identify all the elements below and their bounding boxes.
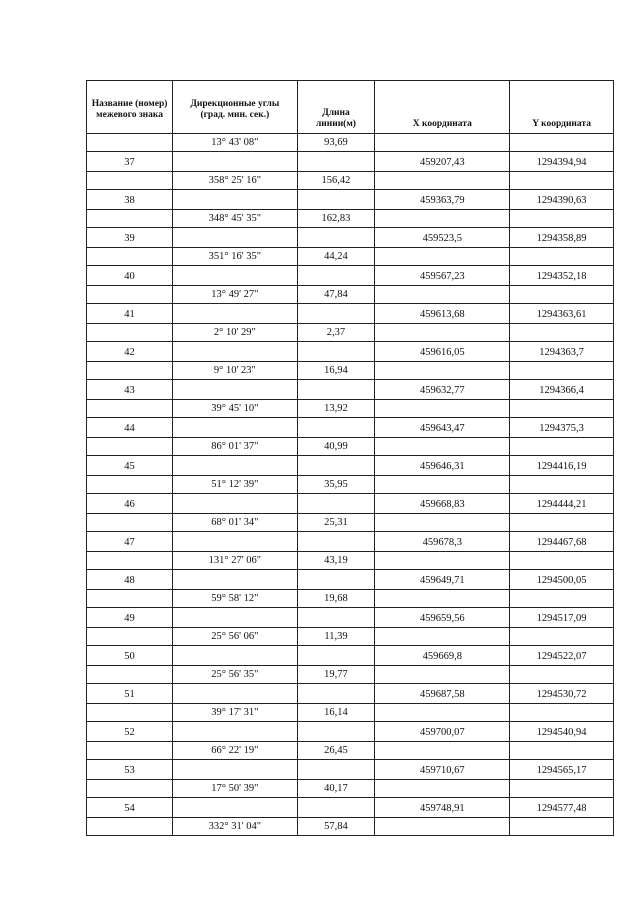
boundary-sign-row <box>87 418 614 438</box>
sign-name-cell: 40 <box>87 266 173 286</box>
empty-cell <box>87 476 173 494</box>
table-body <box>87 134 614 836</box>
segment-row <box>87 210 614 228</box>
empty-cell <box>375 818 510 836</box>
boundary-sign-row <box>87 608 614 628</box>
empty-cell <box>510 780 614 798</box>
line-length-cell: 25,31 <box>297 514 375 532</box>
line-length-cell: 16,14 <box>297 704 375 722</box>
empty-cell <box>375 628 510 646</box>
direction-angle-cell: 39° 45' 10" <box>173 400 297 418</box>
empty-cell <box>297 722 375 742</box>
direction-angle-cell: 131° 27' 06" <box>173 552 297 570</box>
x-coordinate-cell: 459649,71 <box>375 570 510 590</box>
sign-name-cell: 43 <box>87 380 173 400</box>
empty-cell <box>297 684 375 704</box>
empty-cell <box>87 666 173 684</box>
sign-name-cell: 37 <box>87 152 173 172</box>
empty-cell <box>87 704 173 722</box>
segment-row <box>87 514 614 532</box>
segment-row <box>87 400 614 418</box>
direction-angle-cell: 358° 25' 16" <box>173 172 297 190</box>
empty-cell <box>87 552 173 570</box>
empty-cell <box>375 248 510 266</box>
header-direction-angles: Дирекционные углы (град. мин. сек.) <box>173 81 297 134</box>
y-coordinate-cell: 1294467,68 <box>510 532 614 552</box>
direction-angle-cell: 25° 56' 06" <box>173 628 297 646</box>
y-coordinate-cell: 1294565,17 <box>510 760 614 780</box>
direction-angle-cell: 9° 10' 23" <box>173 362 297 380</box>
empty-cell <box>510 818 614 836</box>
empty-cell <box>375 438 510 456</box>
boundary-sign-row <box>87 190 614 210</box>
empty-cell <box>173 684 297 704</box>
empty-cell <box>510 172 614 190</box>
direction-angle-cell: 59° 58' 12" <box>173 590 297 608</box>
empty-cell <box>297 418 375 438</box>
empty-cell <box>510 628 614 646</box>
empty-cell <box>173 608 297 628</box>
boundary-sign-row <box>87 760 614 780</box>
empty-cell <box>173 228 297 248</box>
segment-row <box>87 818 614 836</box>
empty-cell <box>375 210 510 228</box>
y-coordinate-cell: 1294500,05 <box>510 570 614 590</box>
empty-cell <box>510 552 614 570</box>
x-coordinate-cell: 459567,23 <box>375 266 510 286</box>
empty-cell <box>87 628 173 646</box>
x-coordinate-cell: 459646,31 <box>375 456 510 476</box>
empty-cell <box>173 646 297 666</box>
empty-cell <box>87 742 173 760</box>
empty-cell <box>510 666 614 684</box>
table-header <box>87 81 614 134</box>
direction-angle-cell: 66° 22' 19" <box>173 742 297 760</box>
empty-cell <box>87 590 173 608</box>
line-length-cell: 156,42 <box>297 172 375 190</box>
line-length-cell: 26,45 <box>297 742 375 760</box>
x-coordinate-cell: 459616,05 <box>375 342 510 362</box>
empty-cell <box>173 722 297 742</box>
boundary-sign-row <box>87 684 614 704</box>
empty-cell <box>173 532 297 552</box>
empty-cell <box>297 532 375 552</box>
empty-cell <box>510 476 614 494</box>
empty-cell <box>87 400 173 418</box>
empty-cell <box>375 704 510 722</box>
empty-cell <box>510 286 614 304</box>
line-length-cell: 2,37 <box>297 324 375 342</box>
line-length-cell: 19,77 <box>297 666 375 684</box>
empty-cell <box>375 514 510 532</box>
line-length-cell: 47,84 <box>297 286 375 304</box>
boundary-sign-row <box>87 266 614 286</box>
sign-name-cell: 53 <box>87 760 173 780</box>
line-length-cell: 44,24 <box>297 248 375 266</box>
y-coordinate-cell: 1294358,89 <box>510 228 614 248</box>
empty-cell <box>173 494 297 514</box>
sign-name-cell: 41 <box>87 304 173 324</box>
sign-name-cell: 45 <box>87 456 173 476</box>
empty-cell <box>375 286 510 304</box>
x-coordinate-cell: 459678,3 <box>375 532 510 552</box>
empty-cell <box>510 324 614 342</box>
segment-row <box>87 438 614 456</box>
empty-cell <box>375 780 510 798</box>
empty-cell <box>375 362 510 380</box>
x-coordinate-cell: 459363,79 <box>375 190 510 210</box>
x-coordinate-cell: 459207,43 <box>375 152 510 172</box>
x-coordinate-cell: 459748,91 <box>375 798 510 818</box>
direction-angle-cell: 86° 01' 37" <box>173 438 297 456</box>
line-length-cell: 57,84 <box>297 818 375 836</box>
empty-cell <box>375 324 510 342</box>
empty-cell <box>173 266 297 286</box>
y-coordinate-cell: 1294363,7 <box>510 342 614 362</box>
y-coordinate-cell: 1294522,07 <box>510 646 614 666</box>
direction-angle-cell: 351° 16' 35" <box>173 248 297 266</box>
segment-row <box>87 666 614 684</box>
empty-cell <box>173 760 297 780</box>
x-coordinate-cell: 459523,5 <box>375 228 510 248</box>
header-row <box>87 81 614 134</box>
empty-cell <box>173 798 297 818</box>
empty-cell <box>87 248 173 266</box>
empty-cell <box>297 228 375 248</box>
boundary-sign-row <box>87 456 614 476</box>
empty-cell <box>375 666 510 684</box>
x-coordinate-cell: 459643,47 <box>375 418 510 438</box>
boundary-sign-row <box>87 570 614 590</box>
boundary-sign-row <box>87 494 614 514</box>
segment-row <box>87 362 614 380</box>
empty-cell <box>297 380 375 400</box>
empty-cell <box>87 818 173 836</box>
empty-cell <box>297 190 375 210</box>
y-coordinate-cell: 1294530,72 <box>510 684 614 704</box>
empty-cell <box>375 590 510 608</box>
x-coordinate-cell: 459659,56 <box>375 608 510 628</box>
segment-row <box>87 552 614 570</box>
sign-name-cell: 46 <box>87 494 173 514</box>
y-coordinate-cell: 1294517,09 <box>510 608 614 628</box>
segment-row <box>87 780 614 798</box>
empty-cell <box>297 266 375 286</box>
line-length-cell: 13,92 <box>297 400 375 418</box>
line-length-cell: 19,68 <box>297 590 375 608</box>
y-coordinate-cell: 1294375,3 <box>510 418 614 438</box>
empty-cell <box>510 134 614 152</box>
boundary-sign-row <box>87 304 614 324</box>
empty-cell <box>510 210 614 228</box>
empty-cell <box>510 514 614 532</box>
segment-row <box>87 590 614 608</box>
segment-row <box>87 172 614 190</box>
empty-cell <box>297 646 375 666</box>
empty-cell <box>375 476 510 494</box>
direction-angle-cell: 51° 12' 39" <box>173 476 297 494</box>
sign-name-cell: 42 <box>87 342 173 362</box>
segment-row <box>87 248 614 266</box>
empty-cell <box>173 570 297 590</box>
segment-row <box>87 742 614 760</box>
x-coordinate-cell: 459613,68 <box>375 304 510 324</box>
direction-angle-cell: 332° 31' 04" <box>173 818 297 836</box>
sign-name-cell: 48 <box>87 570 173 590</box>
empty-cell <box>375 742 510 760</box>
sign-name-cell: 50 <box>87 646 173 666</box>
empty-cell <box>173 380 297 400</box>
y-coordinate-cell: 1294444,21 <box>510 494 614 514</box>
segment-row <box>87 628 614 646</box>
line-length-cell: 162,83 <box>297 210 375 228</box>
empty-cell <box>510 438 614 456</box>
boundary-sign-row <box>87 380 614 400</box>
header-sign-name: Название (номер) межевого знака <box>87 81 173 134</box>
y-coordinate-cell: 1294390,63 <box>510 190 614 210</box>
empty-cell <box>87 514 173 532</box>
empty-cell <box>173 418 297 438</box>
sign-name-cell: 54 <box>87 798 173 818</box>
empty-cell <box>510 248 614 266</box>
empty-cell <box>297 570 375 590</box>
empty-cell <box>173 304 297 324</box>
empty-cell <box>297 456 375 476</box>
boundary-sign-row <box>87 152 614 172</box>
empty-cell <box>87 362 173 380</box>
empty-cell <box>87 172 173 190</box>
empty-cell <box>297 152 375 172</box>
x-coordinate-cell: 459710,67 <box>375 760 510 780</box>
line-length-cell: 43,19 <box>297 552 375 570</box>
y-coordinate-cell: 1294366,4 <box>510 380 614 400</box>
empty-cell <box>173 342 297 362</box>
y-coordinate-cell: 1294416,19 <box>510 456 614 476</box>
direction-angle-cell: 2° 10' 29" <box>173 324 297 342</box>
header-x-coordinate: X координата <box>375 81 510 134</box>
header-line-length: Длина линии(м) <box>297 81 375 134</box>
y-coordinate-cell: 1294540,94 <box>510 722 614 742</box>
empty-cell <box>375 400 510 418</box>
y-coordinate-cell: 1294363,61 <box>510 304 614 324</box>
direction-angle-cell: 25° 56' 35" <box>173 666 297 684</box>
segment-row <box>87 286 614 304</box>
empty-cell <box>510 704 614 722</box>
empty-cell <box>87 210 173 228</box>
boundary-sign-row <box>87 532 614 552</box>
empty-cell <box>173 456 297 476</box>
direction-angle-cell: 68° 01' 34" <box>173 514 297 532</box>
direction-angle-cell: 348° 45' 35" <box>173 210 297 228</box>
empty-cell <box>173 152 297 172</box>
x-coordinate-cell: 459669,8 <box>375 646 510 666</box>
header-y-coordinate: Y координата <box>510 81 614 134</box>
boundary-sign-row <box>87 342 614 362</box>
empty-cell <box>297 342 375 362</box>
line-length-cell: 40,99 <box>297 438 375 456</box>
x-coordinate-cell: 459632,77 <box>375 380 510 400</box>
empty-cell <box>510 742 614 760</box>
line-length-cell: 16,94 <box>297 362 375 380</box>
sign-name-cell: 49 <box>87 608 173 628</box>
direction-angle-cell: 13° 43' 08" <box>173 134 297 152</box>
empty-cell <box>297 760 375 780</box>
boundary-sign-row <box>87 228 614 248</box>
x-coordinate-cell: 459700,07 <box>375 722 510 742</box>
empty-cell <box>510 590 614 608</box>
sign-name-cell: 39 <box>87 228 173 248</box>
direction-angle-cell: 13° 49' 27" <box>173 286 297 304</box>
empty-cell <box>87 438 173 456</box>
empty-cell <box>297 608 375 628</box>
boundary-sign-row <box>87 722 614 742</box>
line-length-cell: 11,39 <box>297 628 375 646</box>
sign-name-cell: 47 <box>87 532 173 552</box>
empty-cell <box>510 400 614 418</box>
y-coordinate-cell: 1294352,18 <box>510 266 614 286</box>
empty-cell <box>87 286 173 304</box>
empty-cell <box>297 304 375 324</box>
empty-cell <box>297 798 375 818</box>
sign-name-cell: 52 <box>87 722 173 742</box>
empty-cell <box>87 780 173 798</box>
segment-row <box>87 324 614 342</box>
direction-angle-cell: 39° 17' 31" <box>173 704 297 722</box>
boundary-sign-row <box>87 798 614 818</box>
boundary-sign-row <box>87 646 614 666</box>
empty-cell <box>375 552 510 570</box>
empty-cell <box>297 494 375 514</box>
coordinates-table <box>86 80 614 836</box>
x-coordinate-cell: 459687,58 <box>375 684 510 704</box>
sign-name-cell: 44 <box>87 418 173 438</box>
line-length-cell: 35,95 <box>297 476 375 494</box>
segment-row <box>87 134 614 152</box>
empty-cell <box>87 324 173 342</box>
empty-cell <box>375 134 510 152</box>
segment-row <box>87 476 614 494</box>
sign-name-cell: 38 <box>87 190 173 210</box>
line-length-cell: 40,17 <box>297 780 375 798</box>
empty-cell <box>375 172 510 190</box>
x-coordinate-cell: 459668,83 <box>375 494 510 514</box>
y-coordinate-cell: 1294577,48 <box>510 798 614 818</box>
empty-cell <box>173 190 297 210</box>
empty-cell <box>87 134 173 152</box>
direction-angle-cell: 17° 50' 39" <box>173 780 297 798</box>
y-coordinate-cell: 1294394,94 <box>510 152 614 172</box>
sign-name-cell: 51 <box>87 684 173 704</box>
segment-row <box>87 704 614 722</box>
line-length-cell: 93,69 <box>297 134 375 152</box>
empty-cell <box>510 362 614 380</box>
